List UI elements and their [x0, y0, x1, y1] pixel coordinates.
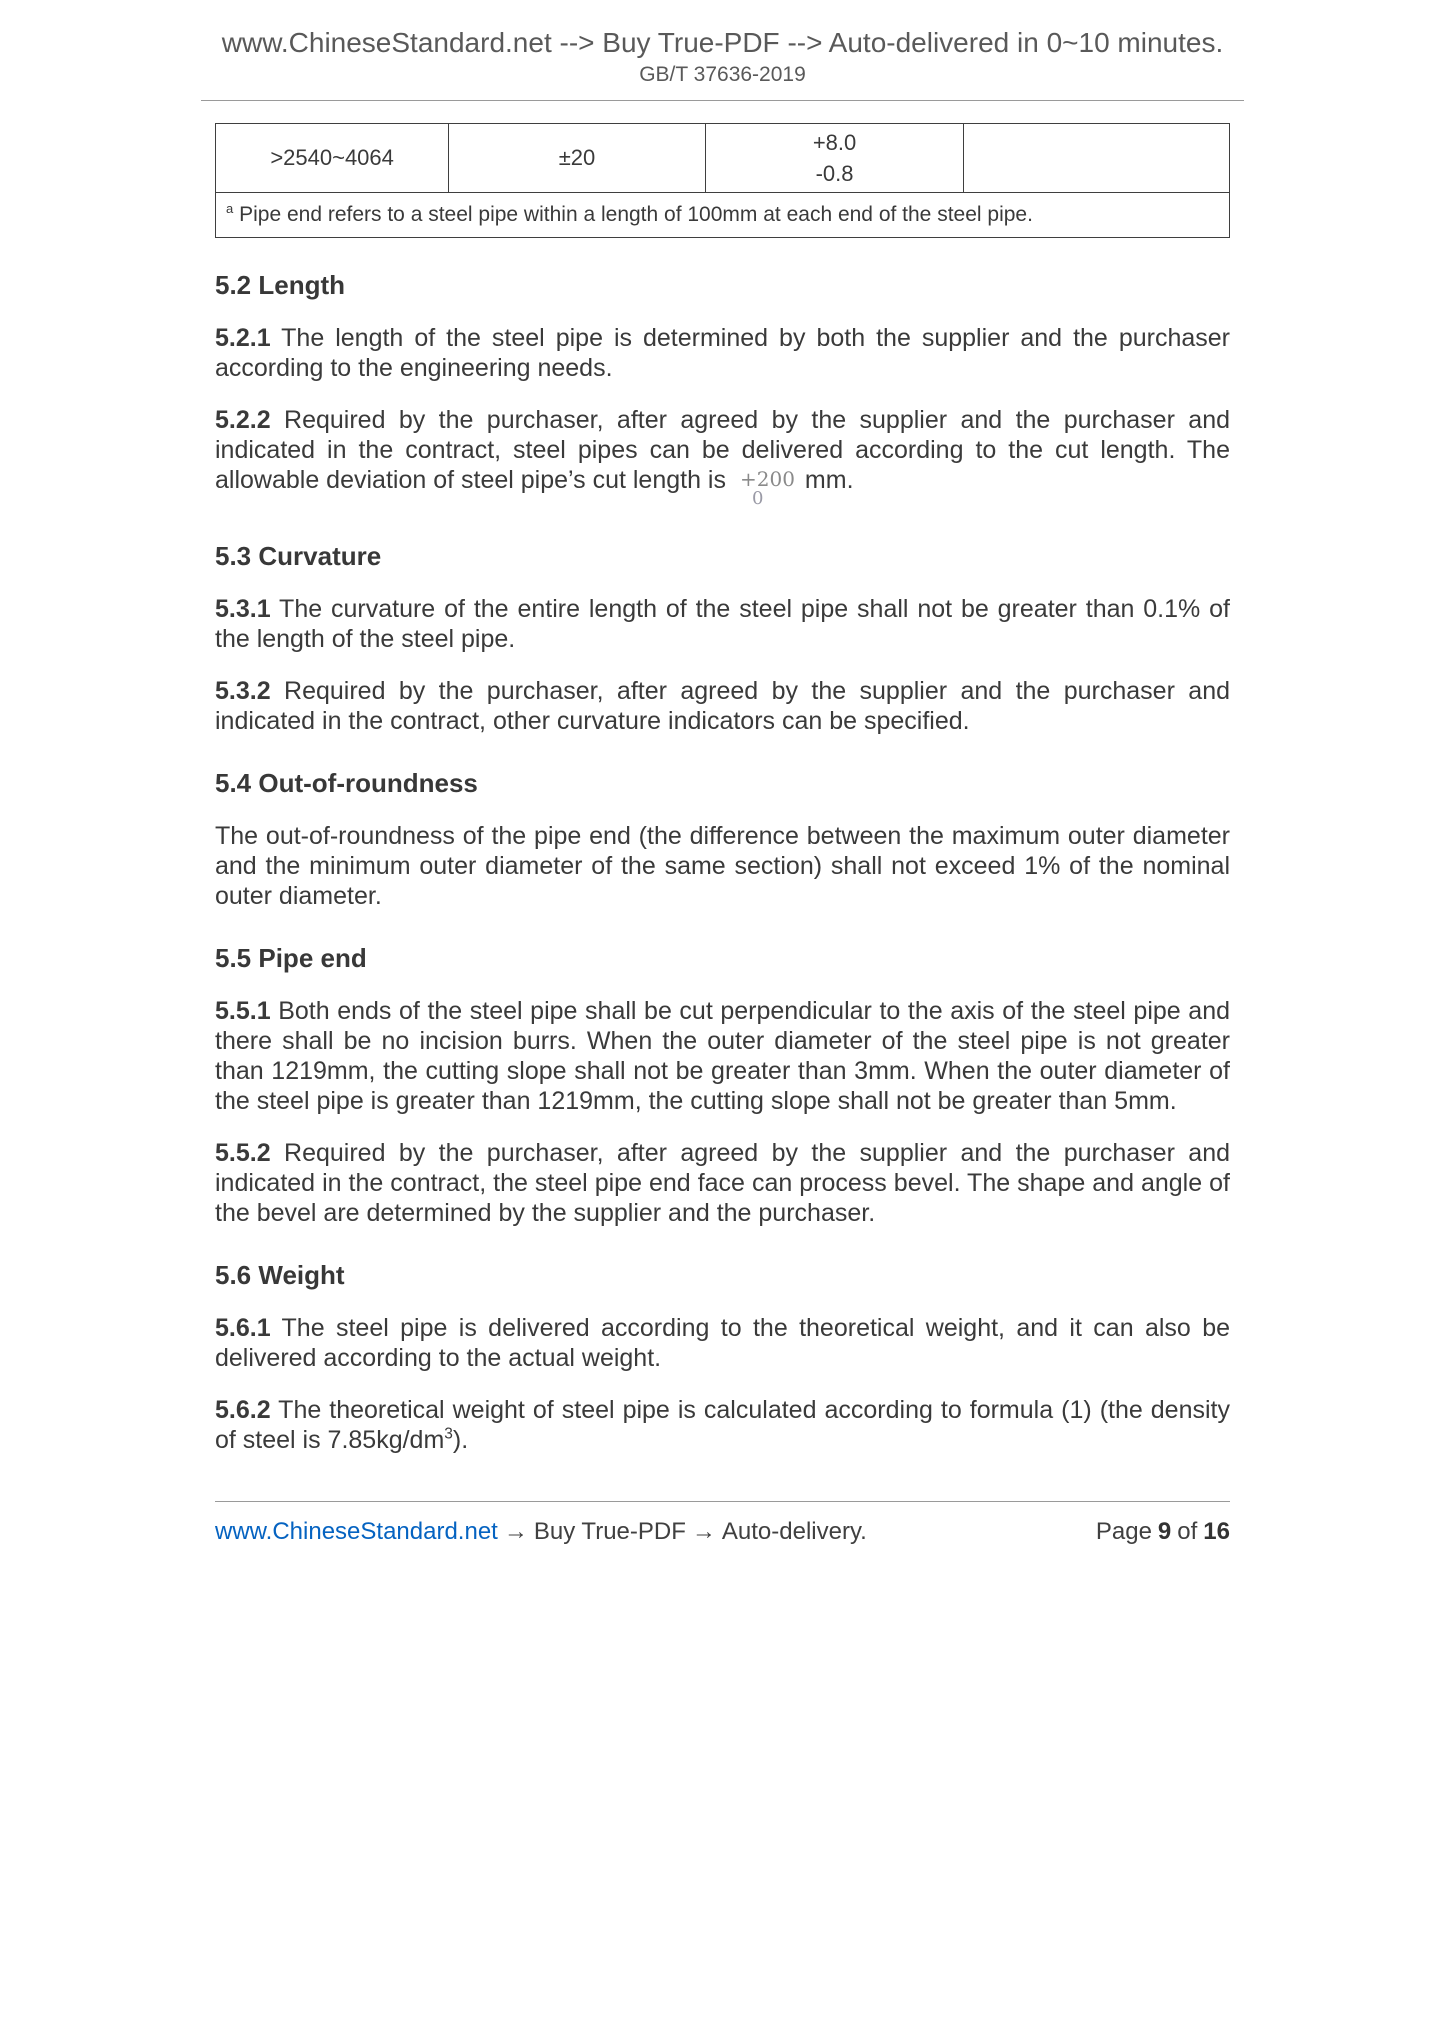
table-footnote	[216, 193, 1230, 238]
clause-text: The out-of-roundness of the pipe end (the difference between the maximum outer diameter and the minimum outer diameter of the same section) shall not exceed 1% of the nominal outer diameter.	[215, 821, 1230, 910]
clause-number: 5.6.1	[215, 1313, 271, 1342]
footer-buy-text: Buy True-PDF	[533, 1517, 686, 1545]
clause-text-after: mm.	[804, 466, 854, 494]
clause-5-2-2	[215, 405, 1230, 509]
page-number: 9	[1157, 1517, 1172, 1545]
page-total: 16	[1203, 1517, 1230, 1545]
clause-number: 5.2.1	[215, 324, 271, 352]
table-row	[216, 124, 1230, 193]
footer-divider	[215, 1501, 1230, 1502]
page-label: Page	[1095, 1517, 1152, 1545]
deviation-minus: -0.8	[815, 161, 854, 186]
clause-text: The theoretical weight of steel pipe is calculated according to formula (1) (the density of steel is 7.85kg/dm	[215, 1395, 1230, 1454]
footer-site-link[interactable]: www.ChineseStandard.net	[215, 1517, 498, 1545]
clause-text: Required by the purchaser, after agreed by the supplier and the purchaser and indicated in the contract, steel pipes can be delivered according to the cut length. The allowable deviation of steel pipe’s cut length is	[215, 406, 1230, 494]
of-label: of	[1177, 1517, 1198, 1545]
page-footer	[215, 1501, 1230, 1546]
footer-branding	[215, 1518, 873, 1546]
header-site-line: www.ChineseStandard.net --> Buy True-PDF --> Auto-delivered in 0~10 minutes.	[221, 27, 1224, 58]
tolerance-notation	[740, 469, 795, 509]
clause-text: Required by the purchaser, after agreed by the supplier and the purchaser and indicated in the contract, other curvature indicators can be specified.	[215, 676, 1230, 735]
tolerance-upper: +200	[739, 467, 795, 491]
clause-text: Required by the purchaser, after agreed by the supplier and the purchaser and indicated in the contract, the steel pipe end face can process bevel. The shape and angle of the bevel are determined by the supplier and the purchaser.	[215, 1138, 1230, 1227]
clause-text: The length of the steel pipe is determined by both the supplier and the purchaser according to the engineering needs.	[215, 324, 1230, 382]
tolerance-table	[215, 123, 1230, 238]
clause-5-3-1	[215, 594, 1230, 654]
clause-5-5-2	[215, 1138, 1230, 1228]
clause-5-6-2	[215, 1395, 1230, 1455]
clause-number: 5.5.1	[215, 996, 271, 1025]
section-heading-5-6: 5.6 Weight	[215, 1259, 345, 1290]
superscript-exponent: 3	[444, 1425, 453, 1443]
section-heading-5-2: 5.2 Length	[215, 270, 346, 300]
table-cell-empty	[964, 124, 1230, 193]
deviation-plus: +8.0	[812, 130, 857, 155]
table-cell-tolerance: ±20	[449, 124, 706, 193]
table-footnote-row	[216, 193, 1230, 238]
clause-number: 5.3.1	[215, 594, 271, 623]
clause-5-3-2	[215, 676, 1230, 736]
clause-5-6-1	[215, 1313, 1230, 1373]
clause-number: 5.6.2	[215, 1395, 271, 1424]
page-header	[215, 26, 1230, 101]
paragraph-5-4	[215, 821, 1230, 911]
table-cell-deviation	[705, 124, 964, 193]
clause-number: 5.3.2	[215, 676, 271, 705]
section-heading-5-4: 5.4 Out-of-roundness	[215, 767, 478, 798]
clause-text: The curvature of the entire length of the steel pipe shall not be greater than 0.1% of the length of the steel pipe.	[215, 594, 1230, 653]
header-divider	[201, 100, 1244, 101]
tolerance-lower: 0	[751, 488, 764, 509]
clause-5-2-1	[215, 323, 1230, 383]
section-heading-5-5: 5.5 Pipe end	[215, 942, 367, 973]
header-doc-code: GB/T 37636-2019	[639, 63, 806, 86]
clause-number: 5.5.2	[215, 1138, 271, 1167]
footer-delivery-text: Auto-delivery.	[721, 1517, 867, 1545]
section-heading-5-3: 5.3 Curvature	[215, 540, 382, 571]
table-cell-range: >2540~4064	[216, 124, 449, 193]
page-indicator	[1090, 1518, 1230, 1546]
page-content	[215, 123, 1230, 1546]
clause-number: 5.2.2	[215, 406, 271, 434]
clause-text: The steel pipe is delivered according to the theoretical weight, and it can also be delivered according to the actual weight.	[215, 1313, 1230, 1372]
clause-text: Both ends of the steel pipe shall be cut perpendicular to the axis of the steel pipe and there shall be no incision burrs. When the outer diameter of the steel pipe is not greater than 1219mm, the cutting slope shall not be greater than 3mm. When the outer diameter of the steel pipe is greater than 1219mm, the cutting slope shall not be greater than 5mm.	[215, 996, 1230, 1115]
footnote-marker: a	[226, 201, 234, 216]
footnote-text: Pipe end refers to a steel pipe within a length of 100mm at each end of the steel pipe.	[239, 203, 1033, 226]
clause-5-5-1	[215, 996, 1230, 1116]
clause-text-after: ).	[452, 1425, 469, 1454]
arrow-right-icon: →	[503, 1517, 528, 1545]
arrow-right-icon: →	[691, 1517, 716, 1545]
